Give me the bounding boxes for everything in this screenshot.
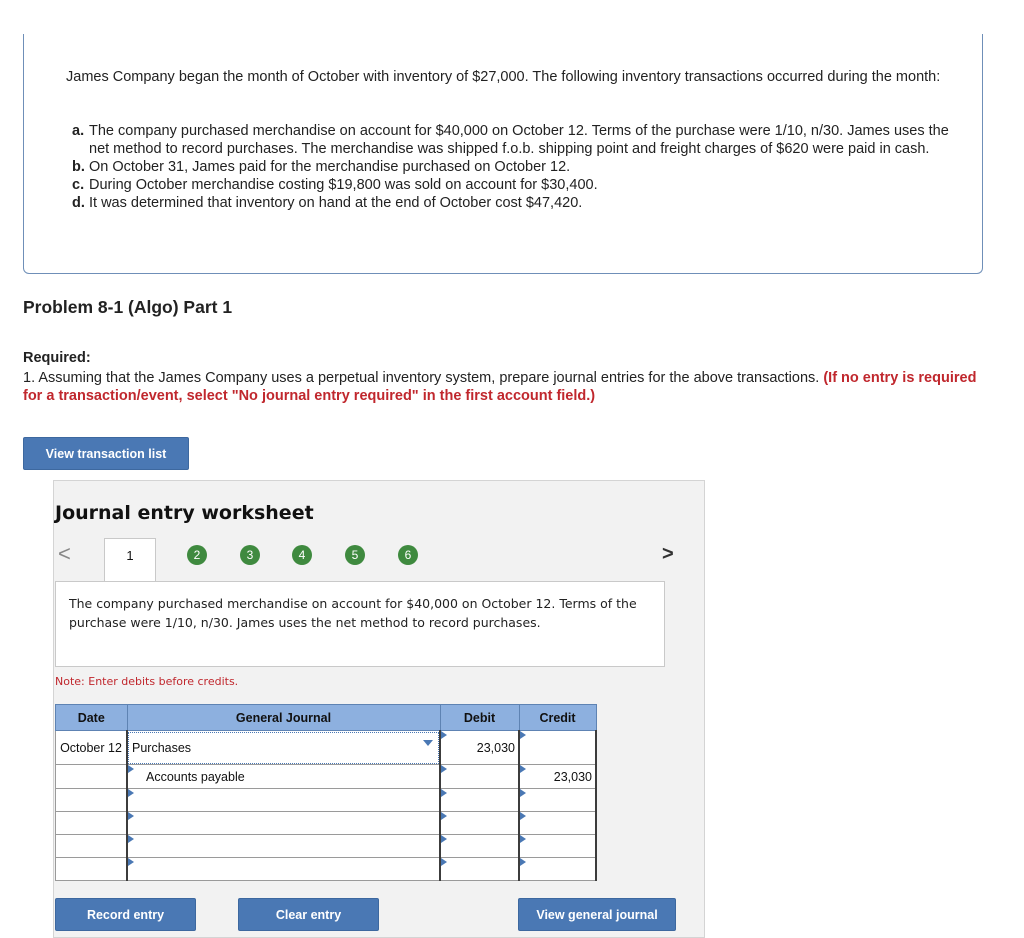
dropdown-arrow-icon[interactable]	[423, 740, 433, 746]
account-select[interactable]	[127, 812, 440, 835]
tab-4[interactable]: 4	[292, 545, 312, 565]
view-transaction-list-button[interactable]: View transaction list	[23, 437, 189, 470]
part-title: Problem 8-1 (Algo) Part 1	[23, 297, 233, 317]
table-row	[56, 731, 597, 765]
credit-input[interactable]	[519, 812, 596, 835]
debit-input[interactable]	[440, 858, 519, 881]
account-select[interactable]: Purchases	[127, 731, 440, 765]
debit-input[interactable]: 23,030	[440, 731, 519, 765]
date-cell[interactable]	[56, 812, 128, 835]
transaction-description: The company purchased merchandise on account for $40,000 on October 12. Terms of the purchase were 1/10, n/30. James uses the net method to record purchases.	[69, 596, 637, 630]
tab-5[interactable]: 5	[345, 545, 365, 565]
col-general-journal: General Journal	[127, 705, 440, 731]
table-row	[56, 789, 597, 812]
problem-item-d: d. It was determined that inventory on hand at the end of October cost $47,420.	[72, 195, 583, 211]
table-row	[56, 858, 597, 881]
tab-3[interactable]: 3	[240, 545, 260, 565]
problem-item-a: a. The company purchased merchandise on account for $40,000 on October 12. Terms of the purchase were 1/10, n/30. James uses the net method to record purchases. The merchandise was shipped f.o.b. shipping point and freight charges of $620 were paid in cash.	[72, 123, 949, 157]
problem-item-b: b. On October 31, James paid for the merchandise purchased on October 12.	[72, 159, 571, 175]
next-arrow-icon[interactable]: >	[662, 543, 674, 565]
debits-note: Note: Enter debits before credits.	[55, 675, 239, 688]
view-general-journal-button[interactable]: View general journal	[518, 898, 676, 931]
debit-input[interactable]	[440, 835, 519, 858]
credit-input[interactable]	[519, 789, 596, 812]
credit-input[interactable]: 23,030	[519, 765, 596, 789]
required-instructions: 1. Assuming that the James Company uses a perpetual inventory system, prepare journal entries for the above transactions. (If no entry is required for a transaction/event, select "No journal entry required" in the first account field.)	[23, 370, 977, 404]
clear-entry-button[interactable]: Clear entry	[238, 898, 379, 931]
table-row	[56, 812, 597, 835]
problem-intro: James Company began the month of October with inventory of $27,000. The following inventory transactions occurred during the month:	[66, 69, 941, 85]
worksheet-title: Journal entry worksheet	[55, 502, 314, 524]
debit-input[interactable]	[440, 765, 519, 789]
account-select[interactable]: Accounts payable	[127, 765, 440, 789]
tab-6[interactable]: 6	[398, 545, 418, 565]
account-select[interactable]	[127, 858, 440, 881]
tab-2[interactable]: 2	[187, 545, 207, 565]
account-select[interactable]	[127, 835, 440, 858]
problem-items	[72, 122, 952, 212]
date-cell[interactable]	[56, 835, 128, 858]
credit-input[interactable]	[519, 731, 596, 765]
journal-table	[55, 704, 597, 881]
date-cell[interactable]: October 12	[56, 731, 128, 765]
credit-input[interactable]	[519, 835, 596, 858]
col-credit: Credit	[519, 705, 596, 731]
table-row	[56, 765, 597, 789]
date-cell[interactable]	[56, 789, 128, 812]
debit-input[interactable]	[440, 789, 519, 812]
account-select[interactable]	[127, 789, 440, 812]
tab-1[interactable]: 1	[104, 538, 156, 582]
credit-input[interactable]	[519, 858, 596, 881]
date-cell[interactable]	[56, 765, 128, 789]
required-note: (If no entry is required for a transaction/event, select "No journal entry required" in the first account field.)	[23, 370, 977, 404]
table-row	[56, 835, 597, 858]
required-label: Required:	[23, 350, 91, 366]
col-debit: Debit	[440, 705, 519, 731]
prev-arrow-icon[interactable]: <	[58, 541, 71, 566]
col-date: Date	[56, 705, 128, 731]
problem-item-c: c. During October merchandise costing $19,800 was sold on account for $30,400.	[72, 177, 598, 193]
debit-input[interactable]	[440, 812, 519, 835]
record-entry-button[interactable]: Record entry	[55, 898, 196, 931]
date-cell[interactable]	[56, 858, 128, 881]
